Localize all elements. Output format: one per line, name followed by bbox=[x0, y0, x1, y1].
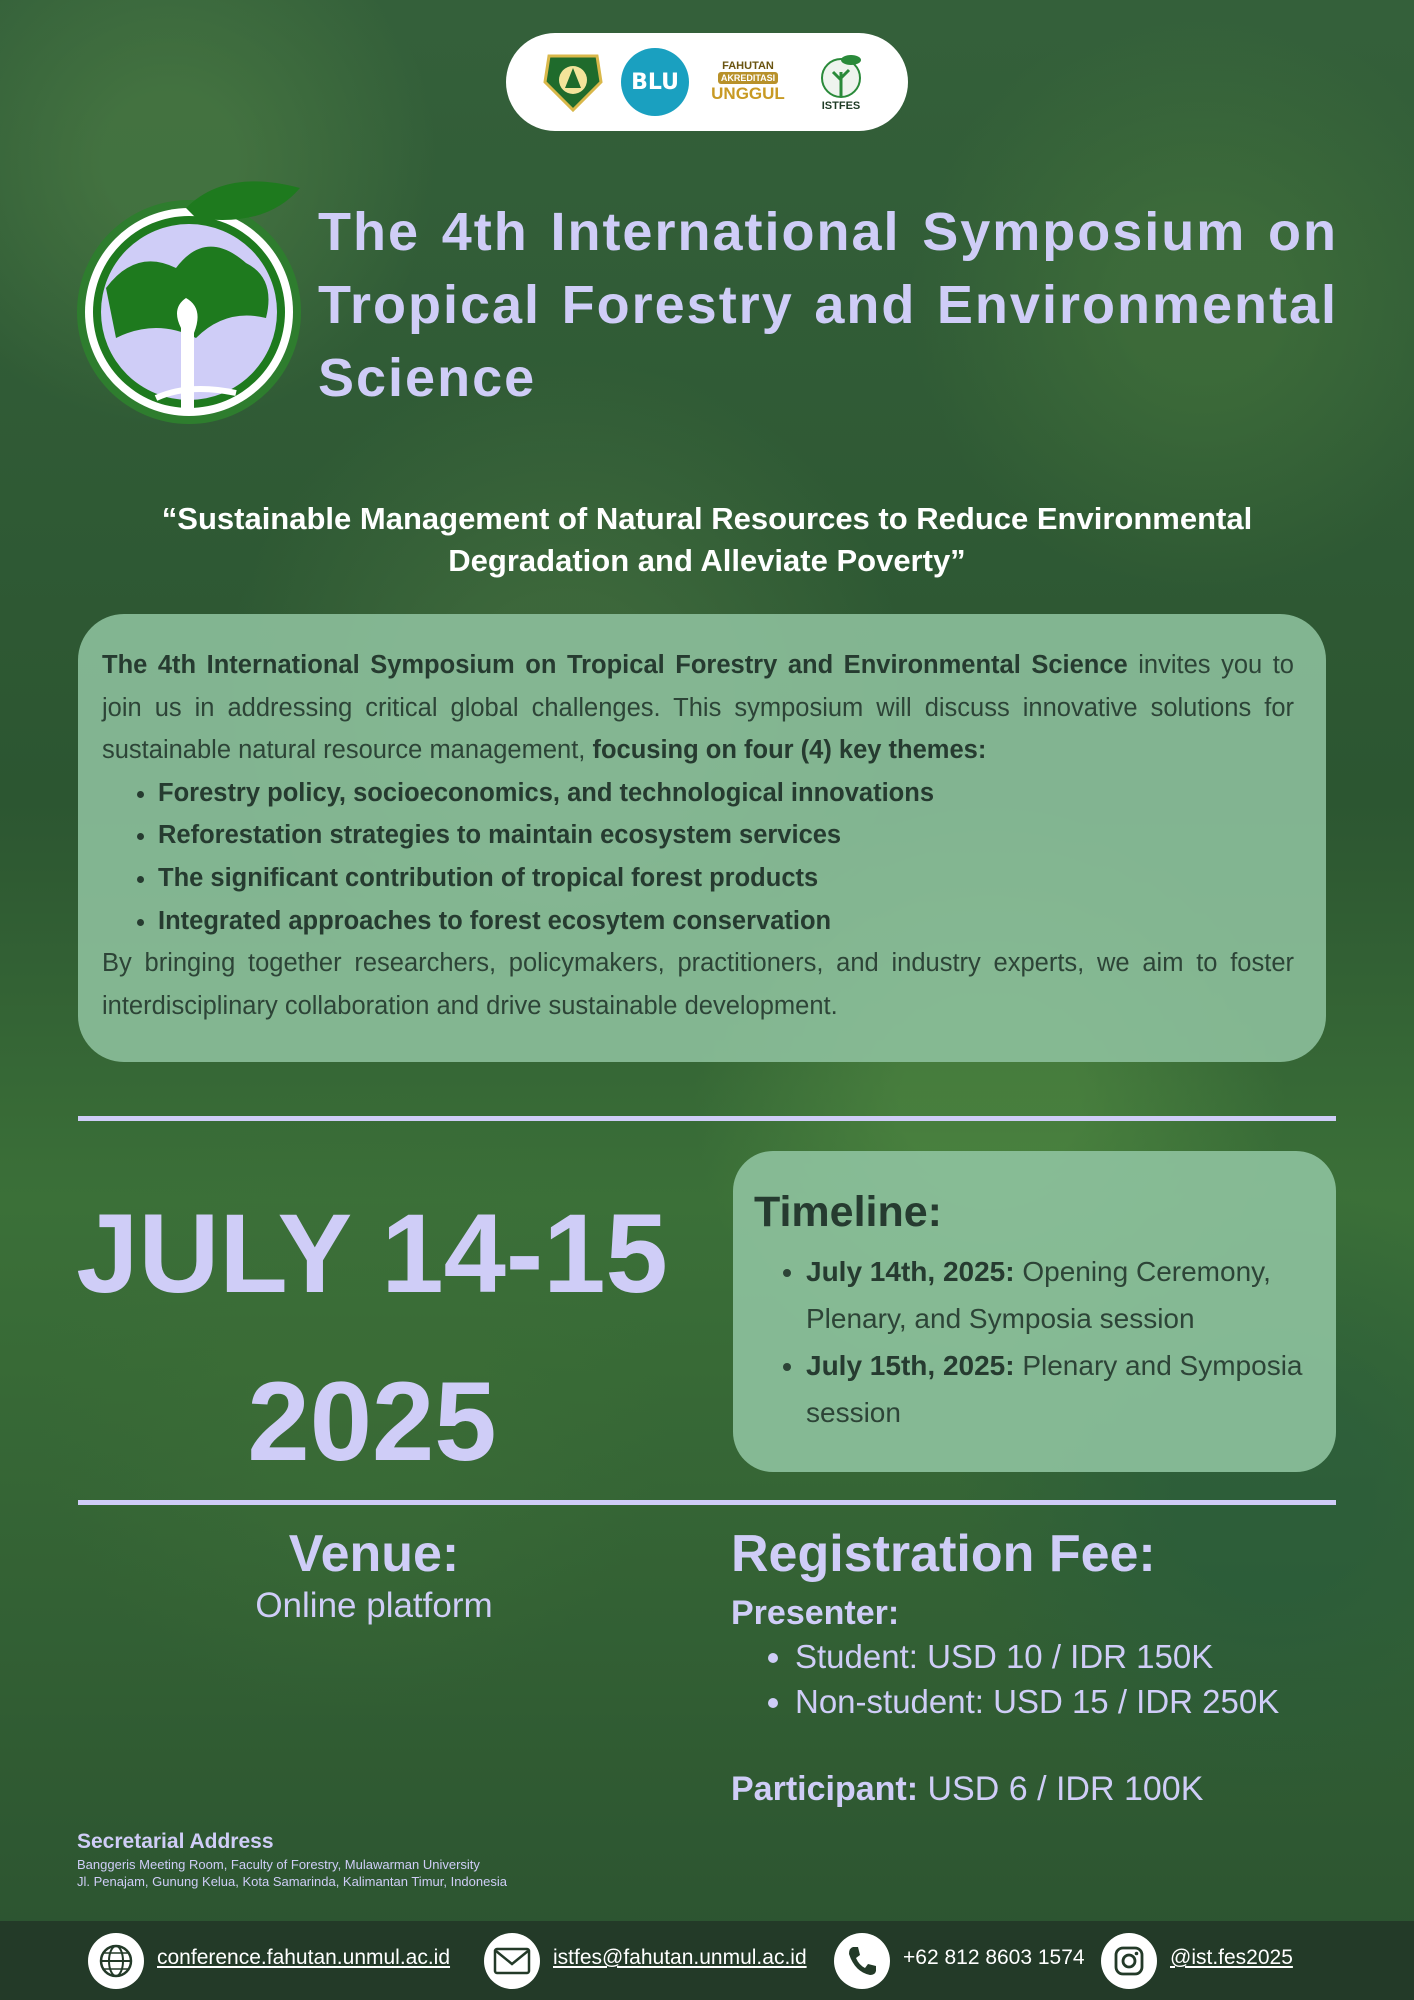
timeline-date: July 15th, 2025: bbox=[806, 1350, 1015, 1381]
istfes-logo-text: ISTFES bbox=[821, 100, 861, 112]
accreditation-bottom: UNGGUL bbox=[711, 84, 785, 103]
istfes-emblem-icon bbox=[817, 52, 865, 100]
accreditation-logo bbox=[703, 48, 793, 116]
list-item: • The significant contribution of tropical forest products bbox=[158, 857, 1294, 900]
list-item: • Reforestation strategies to maintain ecosystem services bbox=[158, 814, 1294, 857]
university-crest-logo bbox=[539, 48, 607, 116]
instagram-link[interactable]: @ist.fes2025 bbox=[1170, 1946, 1293, 1969]
participant-value: USD 6 / IDR 100K bbox=[918, 1770, 1204, 1808]
list-item bbox=[806, 1248, 1372, 1342]
intro-themes-label: focusing on four (4) key themes: bbox=[592, 736, 987, 765]
symposium-emblem-icon bbox=[76, 168, 306, 432]
timeline-heading: Timeline: bbox=[754, 1188, 942, 1236]
timeline-list bbox=[754, 1248, 1372, 1436]
list-item: • Non-student: USD 15 / IDR 250K bbox=[795, 1679, 1279, 1724]
theme-quote: “Sustainable Management of Natural Resources to Reduce Environmental Degradation and Alleviate Poverty” bbox=[161, 501, 1253, 578]
list-item: • Forestry policy, socioeconomics, and technological innovations bbox=[158, 772, 1294, 815]
registration-heading: Registration Fee: bbox=[731, 1525, 1156, 1583]
list-item bbox=[806, 1342, 1372, 1436]
logo-bar bbox=[506, 33, 908, 131]
intro-lead-rest: invites you to join us in addressing critical global challenges. This symposium will discuss innovative solutions for sustainable natural resource management, bbox=[102, 651, 1294, 765]
event-date-days: JULY 14-15 bbox=[76, 1191, 668, 1316]
event-date bbox=[76, 1170, 668, 1506]
secretariat-line: Jl. Penajam, Gunung Kelua, Kota Samarinda, Kalimantan Timur, Indonesia bbox=[77, 1874, 507, 1889]
accreditation-mid: AKREDITASI bbox=[718, 72, 778, 84]
timeline-desc: Opening Ceremony, Plenary, and Symposia session bbox=[806, 1256, 1271, 1334]
website-link[interactable]: conference.fahutan.unmul.ac.id bbox=[157, 1946, 451, 1969]
intro-closing: By bringing together researchers, policymakers, practitioners, and industry experts, we aim to foster interdisciplinary collaboration and drive sustainable development. bbox=[102, 949, 1294, 1020]
event-date-year: 2025 bbox=[247, 1359, 497, 1484]
blu-logo-text: BLU bbox=[631, 69, 679, 95]
divider bbox=[78, 1500, 1336, 1505]
timeline-desc: Plenary and Symposia session bbox=[806, 1350, 1303, 1428]
mail-icon bbox=[484, 1933, 540, 1989]
email-link[interactable]: istfes@fahutan.unmul.ac.id bbox=[553, 1946, 807, 1969]
page-title: The 4th International Symposium on Tropical Forestry and Environmental Science bbox=[318, 202, 1338, 408]
presenter-label: Presenter: bbox=[731, 1594, 900, 1632]
divider bbox=[78, 1116, 1336, 1121]
accreditation-top: FAHUTAN bbox=[722, 60, 774, 72]
list-item: • Student: USD 10 / IDR 150K bbox=[795, 1634, 1279, 1679]
phone-icon bbox=[834, 1933, 890, 1989]
secretariat-line: Banggeris Meeting Room, Faculty of Forestry, Mulawarman University bbox=[77, 1857, 480, 1872]
instagram-icon bbox=[1101, 1933, 1157, 1989]
presenter-fee-list bbox=[731, 1634, 1279, 1724]
venue-heading: Venue: bbox=[288, 1525, 460, 1583]
phone-number: +62 812 8603 1574 bbox=[903, 1946, 1085, 1969]
list-item: • Integrated approaches to forest ecosytem conservation bbox=[158, 900, 1294, 943]
theme-list bbox=[102, 772, 1294, 942]
venue-value: Online platform bbox=[255, 1586, 493, 1625]
participant-fee bbox=[731, 1770, 1203, 1809]
intro-lead-bold: The 4th International Symposium on Tropical Forestry and Environmental Science bbox=[102, 651, 1128, 679]
blu-logo bbox=[621, 48, 689, 116]
istfes-logo bbox=[807, 48, 875, 116]
secretariat-heading: Secretarial Address bbox=[77, 1830, 274, 1853]
globe-icon bbox=[88, 1933, 144, 1989]
intro-text bbox=[102, 644, 1294, 1027]
participant-label: Participant: bbox=[731, 1770, 919, 1808]
timeline-date: July 14th, 2025: bbox=[806, 1256, 1015, 1287]
